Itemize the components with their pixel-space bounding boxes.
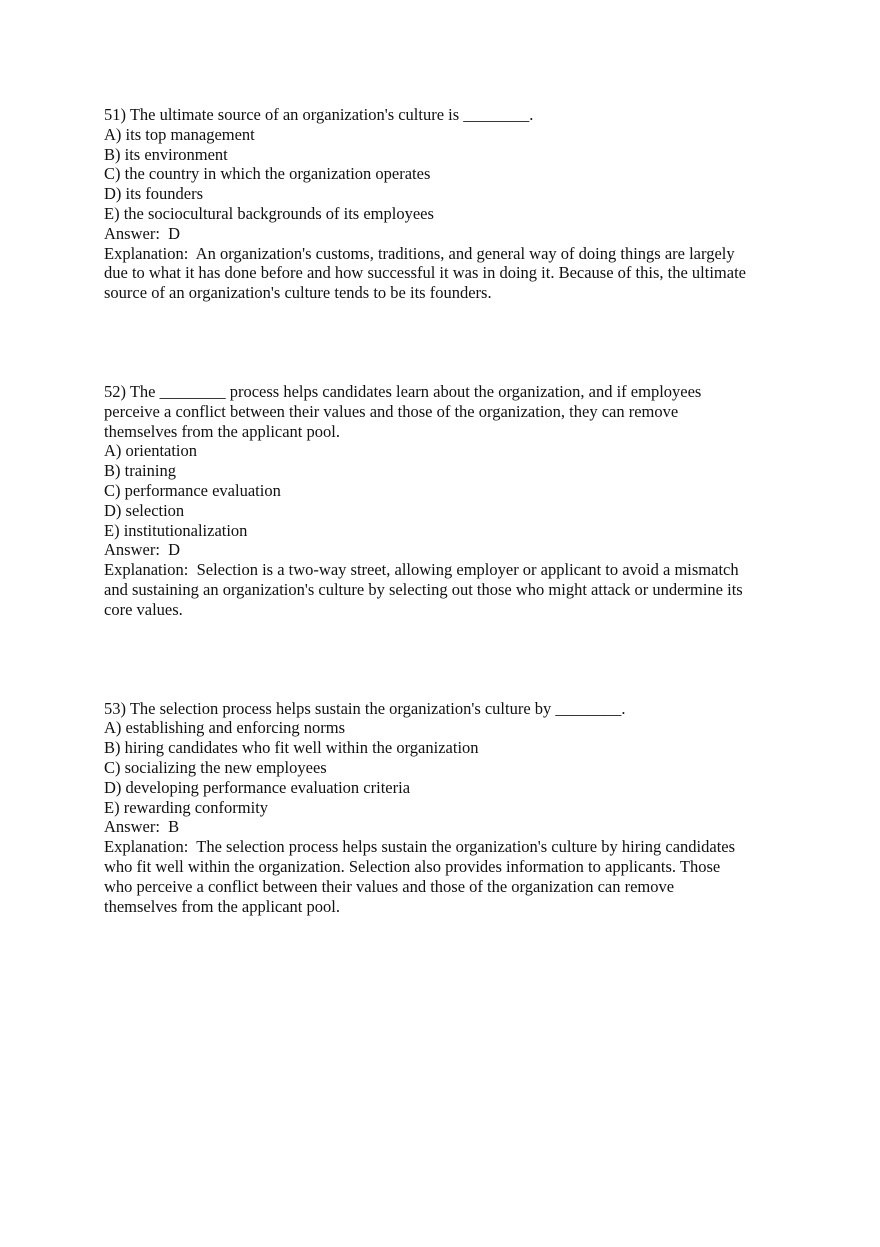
question-53	[104, 699, 794, 917]
explanation-line: core values.	[104, 599, 183, 619]
option-e: E) institutionalization	[104, 520, 248, 540]
option-a: A) establishing and enforcing norms	[104, 718, 346, 738]
option-c: C) the country in which the organization operates	[104, 164, 431, 184]
explanation-line: due to what it has done before and how successful it was in doing it. Because of this, the ultimate	[104, 263, 746, 283]
explanation-line: Explanation: The selection process helps sustain the organization's culture by hiring candidates	[104, 837, 736, 857]
question-52	[104, 382, 794, 620]
answer: Answer: D	[104, 223, 181, 243]
explanation-line: Explanation: An organization's customs, traditions, and general way of doing things are largely	[104, 243, 735, 263]
explanation-line: source of an organization's culture tends to be its founders.	[104, 283, 492, 303]
answer: Answer: B	[104, 817, 180, 837]
question-stem-line: themselves from the applicant pool.	[104, 421, 340, 441]
question-stem-line: perceive a conflict between their values and those of the organization, they can remove	[104, 401, 679, 421]
explanation-line: and sustaining an organization's culture by selecting out those who might attack or undermine its	[104, 579, 743, 599]
question-stem: 53) The selection process helps sustain the organization's culture by ________.	[104, 698, 626, 718]
explanation-line: who perceive a conflict between their values and those of the organization can remove	[104, 876, 675, 896]
option-a: A) its top management	[104, 124, 255, 144]
option-d: D) its founders	[104, 184, 203, 204]
option-a: A) orientation	[104, 441, 198, 461]
option-c: C) performance evaluation	[104, 480, 281, 500]
question-stem: 51) The ultimate source of an organization's culture is ________.	[104, 105, 534, 124]
question-stem-line: 52) The ________ process helps candidates learn about the organization, and if employees	[104, 381, 702, 401]
option-d: D) selection	[104, 500, 185, 520]
document-page	[104, 105, 794, 916]
explanation-line: themselves from the applicant pool.	[104, 896, 340, 916]
option-d: D) developing performance evaluation criteria	[104, 777, 411, 797]
option-b: B) training	[104, 461, 176, 481]
option-b: B) hiring candidates who fit well within the organization	[104, 738, 479, 758]
option-e: E) the sociocultural backgrounds of its employees	[104, 203, 434, 223]
answer: Answer: D	[104, 540, 181, 560]
question-51	[104, 105, 794, 303]
option-c: C) socializing the new employees	[104, 757, 327, 777]
explanation-line: who fit well within the organization. Selection also provides information to applicants. Those	[104, 856, 721, 876]
explanation-line: Explanation: Selection is a two-way street, allowing employer or applicant to avoid a mismatch	[104, 560, 739, 580]
option-b: B) its environment	[104, 144, 228, 164]
option-e: E) rewarding conformity	[104, 797, 269, 817]
